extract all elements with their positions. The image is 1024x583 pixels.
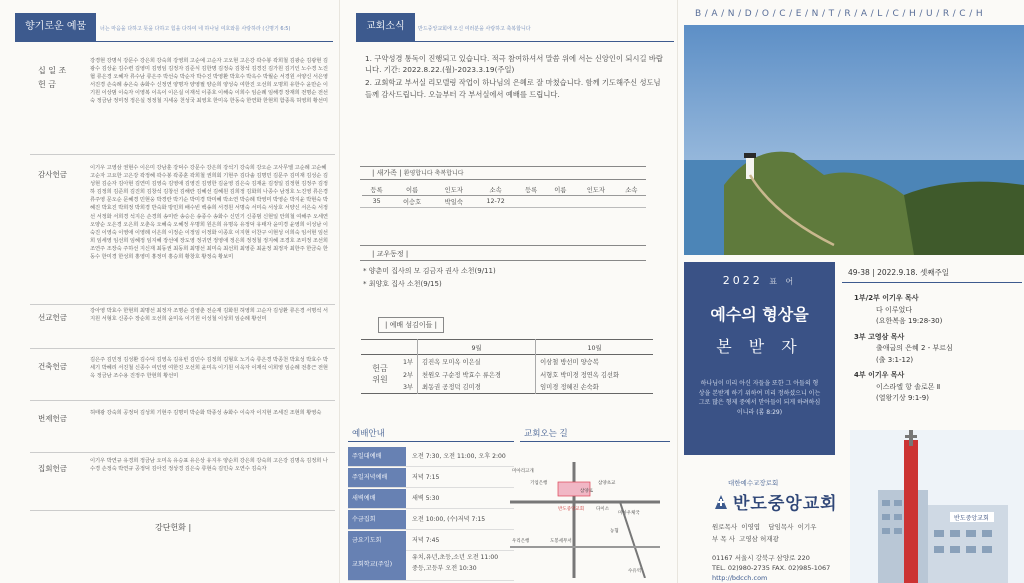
section-divider xyxy=(30,400,335,401)
table-row: 금요기도회 저녁 7:45 xyxy=(348,531,514,551)
altar-flowers: 강단헌화 | xyxy=(155,523,192,532)
church-building-image xyxy=(850,430,1024,583)
col-header: 이름 xyxy=(554,187,567,194)
notice-item: 2. 교회학교 부서실 리모델링 작업이 하나님의 은혜로 잘 마쳤습니다. 함께 기도해주신 성도님들께 감사드립니다. 오늘부터 각 부서실에서 예배를 드립니다. xyxy=(365,78,661,99)
church-news-title: | 교우동정 | xyxy=(372,250,409,258)
lighthouse-photo xyxy=(684,25,1024,255)
thanks-label: 감사헌금 xyxy=(38,170,67,179)
denomination: 대한예수교장로회 xyxy=(728,479,779,487)
lighthouse-top xyxy=(744,153,756,158)
col-header: 소속 xyxy=(625,187,638,194)
building-names: 김은주 김민정 김성환 김수덕 김영옥 김유빈 김민수 김정희 김형호 노기숙 류은경 박종천 박효성 박효수 박세기 박혜리 서진철 신종수 여인영 여한진 오선희 윤미옥 이기원 이옥자 이재석 이희영 임순례 전흥근 전현옥 정금남 조수용 진정주 한현희 황선미 xyxy=(90,357,328,380)
phone: TEL. 02)980-2735 FAX. 02)985-1067 xyxy=(712,564,831,572)
col-header: 인도자 xyxy=(586,187,605,194)
rule xyxy=(360,179,646,180)
col-header: 등록 xyxy=(525,187,538,194)
church-logo-icon xyxy=(712,493,730,511)
tithe-label: 십 일 조 헌 금 xyxy=(38,66,67,89)
issue-line: 49-38 | 2022.9.18. 셋째주일 xyxy=(842,262,1022,283)
sermon-service: 3부 고영삼 목사 xyxy=(854,332,905,341)
table-row: 주일저녁예배 저녁 7:15 xyxy=(348,468,514,488)
meeting-names: 이기우 박연규 유경희 정금남 오미옥 유승표 유은상 유지우 양순희 강은희 강숙희 고은강 김명옥 김정희 나수경 손정숙 박연규 공정덕 김아진 정상경 김은숙 류현숙 김민숙 오연수 김숙자 xyxy=(90,458,328,473)
sermon-service: 4부 이기우 목사 xyxy=(854,371,905,379)
section-divider xyxy=(30,304,335,305)
church-news-list xyxy=(363,265,496,291)
map-label: 미아리고개 xyxy=(512,469,534,474)
sermon-ref: (열왕기상 9:1-9) xyxy=(876,394,929,402)
burnt-label: 번제헌금 xyxy=(38,414,67,423)
rule xyxy=(360,260,646,261)
map-label: 수유역 xyxy=(628,569,642,574)
notices xyxy=(365,53,665,102)
sermon-title: 이스라엘 항 솔로몬 Ⅱ xyxy=(876,382,941,391)
worship-times-title: 예배안내 xyxy=(352,429,385,439)
theme-cover xyxy=(684,262,835,455)
tithe-names: 강경현 강명식 강문수 강은희 강숙희 강영희 고순예 고순자 고오현 고은강 곽수봉 곽희철 김광순 김광현 김광수 김상윤 김수련 김영미 김영임 김정자 김준식 김한명 김정숙 김창석 김경진 김가원 김기인 노수경 노진협 류은경 오혜자 류수남 류은주 박선숙 박순자 박수진 박영환 박호수 박옥수 박월순 서경원 서양신 서은영 서진경 손숙례 송은숙 송화수 신정연 양명자 양영필 양순희 양성숙 여한진 오선희 오명희 유한수 윤만순 이기원 이상범 이숙자 이영복 이옥이 이은실 이재석 이종호 이해숙 이희수 임순례 임해경 장재희 전명순 전선숙 정금남 정미정 정은실 정정철 지세웅 천성국 최영호 한미옥 한동숙 한연화 한현희 함종록 허영희 황선미 xyxy=(90,58,328,105)
col-header: 9월 xyxy=(418,340,536,355)
header-rule xyxy=(15,41,333,42)
associate-pastors: 부 목 사 고영삼 허재광 xyxy=(712,535,779,543)
col-header: 이름 xyxy=(405,187,419,194)
theme-verse: 하나님이 미리 아신 자들을 또한 그 아들의 형상을 본받게 하기 위하여 미리 정하셨으니 이는 그로 많은 형제 중에서 맏아들이 되게 하려하심이니라 (롬 8:29) xyxy=(698,380,821,416)
tower xyxy=(904,440,918,583)
church-news-header: 교회소식 xyxy=(356,13,415,41)
table-row: 새벽예배 새벽 5:30 xyxy=(348,489,514,509)
col-header: 소속 xyxy=(489,187,502,194)
meeting-label: 집회헌금 xyxy=(38,464,67,473)
map-label: 미아우체국 xyxy=(618,511,640,516)
year: 2022 표 어 xyxy=(722,274,797,287)
sermon-ref: (출 3:1-12) xyxy=(876,355,914,364)
col-header: 10월 xyxy=(536,340,653,355)
map-label: 반도중앙교회 xyxy=(558,507,585,512)
rule xyxy=(360,207,646,208)
section-divider xyxy=(30,348,335,349)
hill xyxy=(904,182,1024,255)
theme-title: 예수의 형상을 xyxy=(710,305,809,324)
sermon-service: 1부/2부 이기우 목사 xyxy=(854,294,919,302)
pastors: 원로목사 이영엽 담임목사 이기우 xyxy=(712,523,817,531)
mission-names: 강아영 박효수 한현희 최명선 최정자 조명순 김영춘 전순재 김화원 허영희 고순자 김성환 류은경 서명석 서지원 서형호 신종수 장순희 오선희 윤미옥 이기원 이성철 이상희 임순례 황선미 xyxy=(90,308,328,323)
rule xyxy=(348,441,514,442)
building-sign: 반도중앙교회 xyxy=(954,515,989,522)
notice-item: 1. 구약성경 통독이 진행되고 있습니다. 적극 참여하셔서 말씀 위에 서는 신앙인이 되시길 바랍니다. 기간: 2022.8.22.(월)-2023.3.19(주일) xyxy=(365,54,663,75)
church-info xyxy=(712,478,838,582)
helpers-table xyxy=(361,339,653,394)
new-family-table xyxy=(362,184,646,207)
building-label: 건축헌금 xyxy=(38,362,67,371)
mission-label: 선교헌금 xyxy=(38,313,67,322)
map-label: 도봉세무서 xyxy=(550,539,572,544)
helpers-title: | 예배 섬김이들 | xyxy=(378,317,444,333)
website-link[interactable]: http://bdcch.com xyxy=(712,574,768,582)
col-header: 등록 xyxy=(370,187,383,194)
rule xyxy=(360,245,646,246)
map-label: 다이소 xyxy=(596,507,610,512)
map-label: 삼양초교 xyxy=(598,481,616,486)
directions-title: 교회오는 길 xyxy=(524,429,568,439)
map-label: 농협 xyxy=(610,529,619,534)
table-row: 수금집회 오전 10:00, (수)저녁 7:15 xyxy=(348,510,514,530)
thanks-names: 이기우 고영삼 권현수 이은미 강남훈 강덕수 강문수 강은희 강석기 강숙희 강오순 고사무엘 고순례 고순혜 고순자 고요한 고은강 곽정혜 곽수봉 곽종훈 곽희철 권희회 기현주 김다솔 김명민 김문주 김미재 김성순 김성현 김순자 김아현 김연미 김영숙 김영애 김영진 김영한 김윤영 김은숙 김재윤 김정일 김정현 김정주 김정하 김정희 김준희 김진희 김창석 김창선 김해란 김혜선 김혜원 김희정 김화희 나종수 남정호 노진영 류은경 류주영 문오순 문혜경 민현웅 박경란 박기순 박미경 박미혜 박소연 박승례 박영미 박영순 박지윤 박현숙 박혜진 박효진 박희정 박희경 반숙화 방민희 배수빈 백송희 서경원 서명숙 서미숙 서상호 서양신 서은숙 서정선 서정화 서희경 석지은 손경희 송미란 송승은 송종수 송화수 신민기 신종범 신현일 안희철 여해주 오세연 오양순 오은경 오은희 오춘옥 오혜숙 오혜정 우명희 원은희 유명옥 유정덕 유태자 윤미경 윤영희 이성남 이숙진 이영숙 이영애 이영례 이은희 이정순 이정임 이정화 이종호 이지현 이찬구 이현성 이희숙 임서현 임선희 임세영 임선희 임혜정 임지혜 장선예 장도영 정귀연 정영애 정은희 정정철 정지혜 조경호 조미정 조선희 조연주 조장숙 주하선 지신재 최동권 최동희 최명선 최미숙 최선희 최영준 최윤정 최정자 최한주 한금숙 한동수 한미경 한성희 홍영미 홍정미 홍승희 황창호 황정숙 황보미 xyxy=(90,165,328,261)
church-news-sub: 반드중앙교회에 오신 여러분을 사랑하고 축복합니다 xyxy=(418,26,531,32)
offerings-header: 향기로운 예물 xyxy=(15,13,96,41)
section-divider xyxy=(30,154,335,155)
rule xyxy=(360,166,646,167)
sermon-ref: (요한복음 19:28-30) xyxy=(876,317,943,325)
rule xyxy=(520,441,670,442)
list-item: * 양춘미 집사의 모 김금자 권사 소천(9/11) xyxy=(363,267,496,275)
section-divider xyxy=(30,452,335,453)
sermon-schedule xyxy=(842,262,1022,405)
table-row: 주일대예배 오전 7:30, 오전 11:00, 오후 2:00 xyxy=(348,447,514,467)
table-row: 35 이승호 박일숙 12-72 xyxy=(372,198,505,206)
list-item: * 최양호 집사 소천(9/15) xyxy=(363,280,442,288)
theme-subtitle: 본 받 자 xyxy=(716,337,803,356)
section-divider xyxy=(30,510,335,511)
church-name: 반도중앙교회 xyxy=(733,494,838,514)
header-rule xyxy=(356,41,674,42)
map-label: 우리은행 xyxy=(512,539,530,544)
table-row: 2부 천원오 구순정 박효수 류은경 서형호 박미경 정연옥 김선화 xyxy=(361,368,653,381)
table-row: 3부 최동권 공정덕 김미경 임미경 정혜진 손숙화 xyxy=(361,381,653,394)
fold-line xyxy=(677,0,678,583)
burnt-names: 허태광 강숙희 공정덕 김성희 기현주 김명미 박순화 박종성 송화수 이숙자 이지현 조세진 조현희 황영숙 xyxy=(90,410,322,416)
table-row: 교회학교(주일) 유치,유년,초등,소년 오전 11:00 중등,고등부 오전 10:30 xyxy=(348,550,514,581)
map-label: 삼양로 xyxy=(580,489,594,494)
sermon-title: 출애굽의 은혜 2 - 부르심 xyxy=(876,344,953,352)
table-row: 헌금 위원 1부 김진옥 모미옥 이은실 이삼철 방선미 양승복 xyxy=(361,355,653,368)
fold-line xyxy=(339,0,340,583)
map-label: 기업은행 xyxy=(530,481,548,486)
directions-map xyxy=(510,462,660,578)
offerings-verse: 너는 마음을 다하고 뜻을 다하고 힘을 다하여 네 하나님 여호와를 사랑하라 (신명기 6:5) xyxy=(100,26,291,32)
church-name-banner: B/A/N/D/O/C/E/N/T/R/A/L/C/H/U/R/C/H xyxy=(695,9,987,19)
new-family-title: | 새가족 | 환영합니다 축복합니다 xyxy=(372,169,464,177)
col-header: 인도자 xyxy=(444,187,463,194)
cross-icon xyxy=(905,435,917,438)
sermon-title: 다 이루었다 xyxy=(876,305,913,314)
address: 01167 서울시 강북구 삼양로 220 xyxy=(712,554,810,562)
